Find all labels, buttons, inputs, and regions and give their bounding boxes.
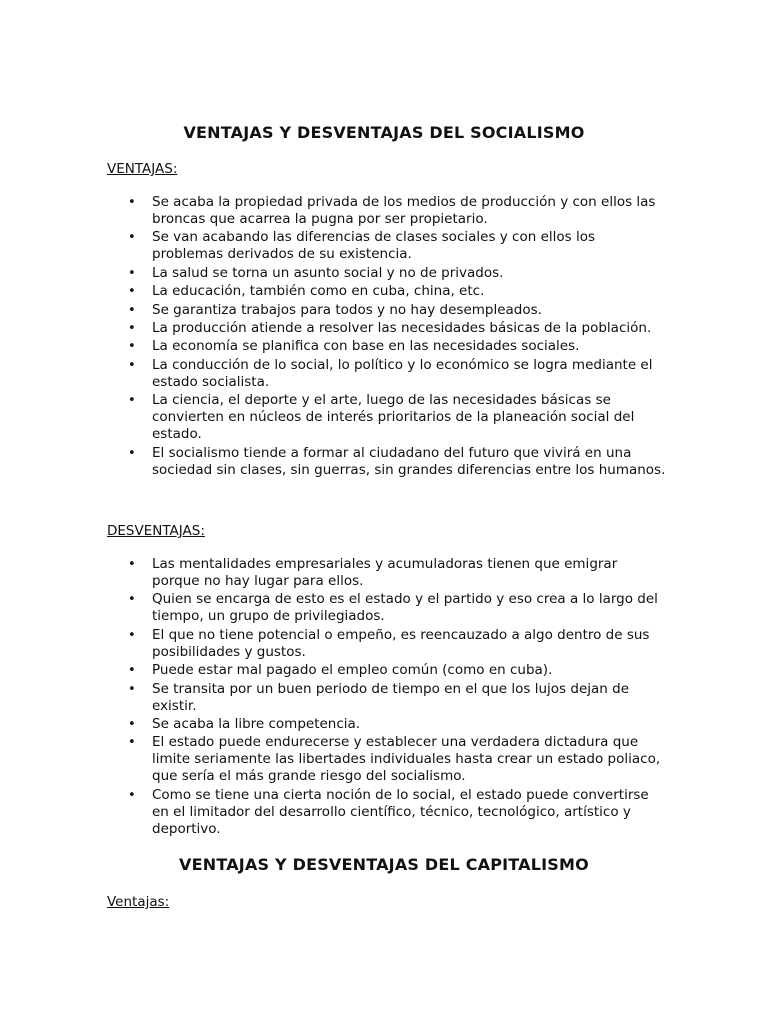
list-item-text: La producción atiende a resolver las necesidades básicas de la población.	[152, 319, 652, 336]
bullet-icon: •	[128, 195, 136, 210]
bullet-icon: •	[128, 735, 136, 751]
capitalismo-ventajas-heading: Ventajas:	[107, 894, 170, 910]
list-item-text: Se transita por un buen periodo de tiempo en el que los lujos dejan de existir.	[152, 680, 629, 714]
list-item-text: Las mentalidades empresariales y acumuladoras tienen que emigrar porque no hay lugar para ellos.	[152, 556, 618, 589]
page-title-capitalismo: VENTAJAS Y DESVENTAJAS DEL CAPITALISMO	[179, 855, 589, 874]
list-item-text: Se garantiza trabajos para todos y no hay desempleados.	[152, 301, 542, 318]
list-item	[0, 265, 668, 282]
list-item-text: La salud se torna un asunto social y no de privados.	[152, 264, 504, 281]
list-item-text: Puede estar mal pagado el empleo común (como en cuba).	[152, 662, 553, 679]
bullet-icon: •	[128, 320, 136, 336]
list-item-text: El que no tiene potencial o empeño, es reencauzado a algo dentro de sus posibilidades y gustos.	[152, 626, 650, 660]
list-item	[0, 627, 668, 661]
list-item	[0, 357, 668, 391]
bullet-icon: •	[128, 627, 136, 643]
bullet-icon: •	[128, 339, 136, 355]
list-item	[0, 338, 668, 355]
ventajas-list	[0, 194, 768, 480]
list-item	[0, 556, 668, 590]
desventajas-list	[0, 556, 768, 839]
ventajas-heading: VENTAJAS:	[107, 161, 178, 177]
bullet-icon: •	[128, 787, 136, 803]
bullet-icon: •	[128, 716, 136, 732]
list-item-text: El estado puede endurecerse y establecer una verdadera dictadura que limite seriamente las libertades individuales hasta crear un estado poliaco, que sería el más grande riesgo del socialismo.	[152, 734, 661, 785]
bullet-icon: •	[128, 681, 136, 697]
list-item	[0, 787, 668, 838]
list-item-text: Se acaba la libre competencia.	[152, 715, 361, 732]
bullet-icon: •	[128, 284, 136, 300]
list-item-text: Se van acabando las diferencias de clases sociales y con ellos los problemas derivados de su existencia.	[152, 229, 596, 263]
list-item	[0, 320, 668, 337]
bullet-icon: •	[128, 265, 136, 281]
list-item	[0, 716, 668, 733]
list-item-text: La economía se planifica con base en las necesidades sociales.	[152, 338, 580, 355]
list-item-text: Se acaba la propiedad privada de los medios de producción y con ellos las broncas que acarrea la pugna por ser propietario.	[152, 194, 656, 227]
bullet-icon: •	[128, 557, 136, 572]
desventajas-heading: DESVENTAJAS:	[107, 523, 205, 539]
list-item	[0, 734, 668, 785]
bullet-icon: •	[128, 230, 136, 246]
bullet-icon: •	[128, 357, 136, 373]
list-item-text: La conducción de lo social, lo político y lo económico se logra mediante el estado socialista.	[152, 356, 653, 390]
list-item	[0, 392, 668, 443]
list-item-text: La ciencia, el deporte y el arte, luego de las necesidades básicas se convierten en núcleos de interés prioritarios de la planeación social del estado.	[152, 392, 635, 443]
list-item-text: Como se tiene una cierta noción de lo social, el estado puede convertirse en el limitador del desarrollo científico, técnico, tecnológico, artístico y deportivo.	[152, 786, 649, 837]
list-item	[0, 194, 668, 228]
list-item	[0, 229, 668, 263]
bullet-icon: •	[128, 393, 136, 409]
page-title-socialismo: VENTAJAS Y DESVENTAJAS DEL SOCIALISMO	[183, 123, 585, 142]
bullet-icon: •	[128, 445, 136, 461]
list-item	[0, 662, 668, 679]
list-item-text: El socialismo tiende a formar al ciudadano del futuro que vivirá en una sociedad sin clases, sin guerras, sin grandes diferencias entre los humanos.	[152, 444, 666, 478]
bullet-icon: •	[128, 302, 136, 318]
list-item-text: La educación, también como en cuba, china, etc.	[152, 283, 485, 300]
list-item-text: Quien se encarga de esto es el estado y el partido y eso crea a lo largo del tiempo, un grupo de privilegiados.	[152, 591, 658, 625]
list-item	[0, 445, 668, 479]
list-item	[0, 681, 668, 715]
bullet-icon: •	[128, 592, 136, 608]
bullet-icon: •	[128, 663, 136, 679]
list-item	[0, 283, 668, 300]
list-item	[0, 591, 668, 625]
list-item	[0, 302, 668, 319]
